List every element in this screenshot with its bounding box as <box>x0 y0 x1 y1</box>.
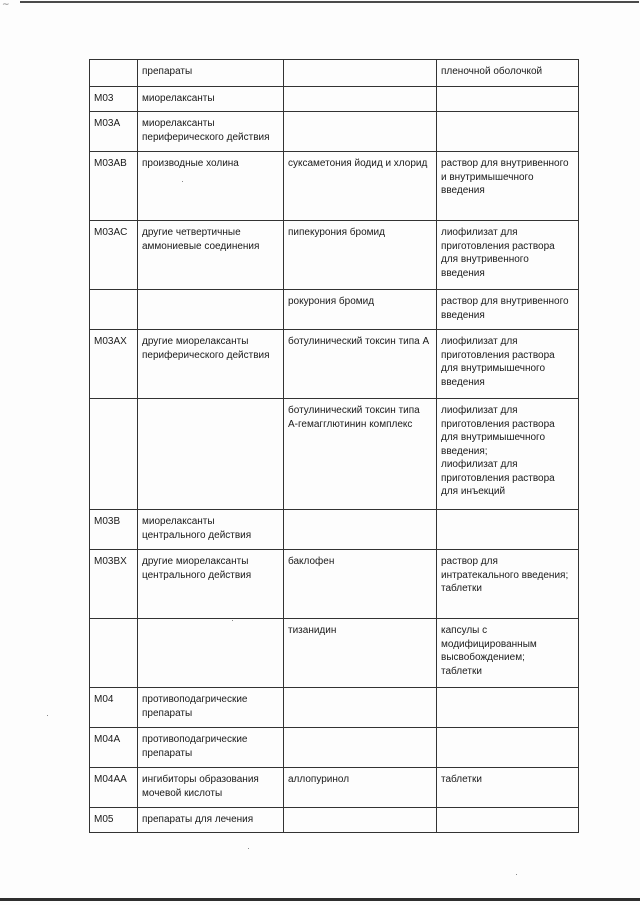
table-row <box>90 87 579 112</box>
drug-group-cell: противоподагрические препараты <box>138 728 284 768</box>
drug-classification-table <box>89 59 579 833</box>
scan-speck <box>47 715 48 716</box>
dosage-form-cell: раствор для внутривенного введения <box>437 290 579 330</box>
drug-name-cell <box>284 60 437 87</box>
table-row <box>90 768 579 808</box>
table-row <box>90 60 579 87</box>
drug-name-cell <box>284 728 437 768</box>
atc-code-cell: M03B <box>90 510 138 550</box>
table-row <box>90 688 579 728</box>
drug-group-cell: ингибиторы образования мочевой кислоты <box>138 768 284 808</box>
atc-code-cell: M05 <box>90 808 138 833</box>
dosage-form-cell <box>437 87 579 112</box>
drug-name-cell <box>284 510 437 550</box>
atc-code-cell: M03 <box>90 87 138 112</box>
atc-code-cell <box>90 290 138 330</box>
dosage-form-cell: раствор для интратекального введения; таблетки <box>437 550 579 619</box>
table-row <box>90 550 579 619</box>
drug-name-cell: тизанидин <box>284 619 437 688</box>
drug-group-cell: другие четвертичные аммониевые соединения <box>138 221 284 290</box>
table-row <box>90 221 579 290</box>
atc-code-cell <box>90 60 138 87</box>
drug-group-cell: другие миорелаксанты периферического действия <box>138 330 284 399</box>
dosage-form-cell <box>437 688 579 728</box>
drug-name-cell: ботулинический токсин типа А-гемагглютинин комплекс <box>284 399 437 510</box>
drug-group-cell <box>138 619 284 688</box>
dosage-form-cell: лиофилизат для приготовления раствора для внутривенного введения <box>437 221 579 290</box>
drug-group-cell: миорелаксанты периферического действия <box>138 112 284 152</box>
dosage-form-cell: таблетки <box>437 768 579 808</box>
table-row <box>90 510 579 550</box>
dosage-form-cell: лиофилизат для приготовления раствора для внутримышечного введения; лиофилизат для приготовления раствора для инъекций <box>437 399 579 510</box>
scan-speck <box>516 874 517 875</box>
drug-group-cell: миорелаксанты центрального действия <box>138 510 284 550</box>
dosage-form-cell <box>437 510 579 550</box>
atc-code-cell: M03BX <box>90 550 138 619</box>
atc-code-cell: M04 <box>90 688 138 728</box>
drug-group-cell: другие миорелаксанты центрального действия <box>138 550 284 619</box>
table-row <box>90 399 579 510</box>
atc-code-cell: M03AB <box>90 152 138 221</box>
atc-code-cell <box>90 399 138 510</box>
scan-edge-bottom <box>0 898 640 901</box>
drug-name-cell <box>284 87 437 112</box>
table-row <box>90 728 579 768</box>
atc-code-cell: M03AX <box>90 330 138 399</box>
drug-name-cell <box>284 112 437 152</box>
drug-group-cell: производные холина <box>138 152 284 221</box>
drug-name-cell: аллопуринол <box>284 768 437 808</box>
atc-code-cell: M03AC <box>90 221 138 290</box>
table-row <box>90 619 579 688</box>
table-row <box>90 290 579 330</box>
dosage-form-cell: пленочной оболочкой <box>437 60 579 87</box>
drug-name-cell: суксаметония йодид и хлорид <box>284 152 437 221</box>
drug-name-cell <box>284 808 437 833</box>
atc-code-cell: M04AA <box>90 768 138 808</box>
drug-name-cell: ботулинический токсин типа А <box>284 330 437 399</box>
scan-artifact-mark: ~ <box>2 0 10 10</box>
atc-code-cell <box>90 619 138 688</box>
drug-group-cell <box>138 290 284 330</box>
drug-group-cell <box>138 399 284 510</box>
drug-name-cell: рокурония бромид <box>284 290 437 330</box>
dosage-form-cell <box>437 808 579 833</box>
drug-name-cell: баклофен <box>284 550 437 619</box>
drug-group-cell: противоподагрические препараты <box>138 688 284 728</box>
drug-name-cell <box>284 688 437 728</box>
table-row <box>90 152 579 221</box>
drug-group-cell: препараты для лечения <box>138 808 284 833</box>
scan-edge-top <box>20 1 639 3</box>
table-row <box>90 112 579 152</box>
atc-code-cell: M04A <box>90 728 138 768</box>
dosage-form-cell: капсулы с модифицированным высвобождением; таблетки <box>437 619 579 688</box>
drug-name-cell: пипекурония бромид <box>284 221 437 290</box>
dosage-form-cell <box>437 112 579 152</box>
atc-code-cell: M03A <box>90 112 138 152</box>
dosage-form-cell: лиофилизат для приготовления раствора для внутримышечного введения <box>437 330 579 399</box>
table-row <box>90 330 579 399</box>
table-row <box>90 808 579 833</box>
dosage-form-cell: раствор для внутривенного и внутримышечного введения <box>437 152 579 221</box>
dosage-form-cell <box>437 728 579 768</box>
scan-speck <box>248 848 249 849</box>
drug-group-cell: миорелаксанты <box>138 87 284 112</box>
drug-group-cell: препараты <box>138 60 284 87</box>
